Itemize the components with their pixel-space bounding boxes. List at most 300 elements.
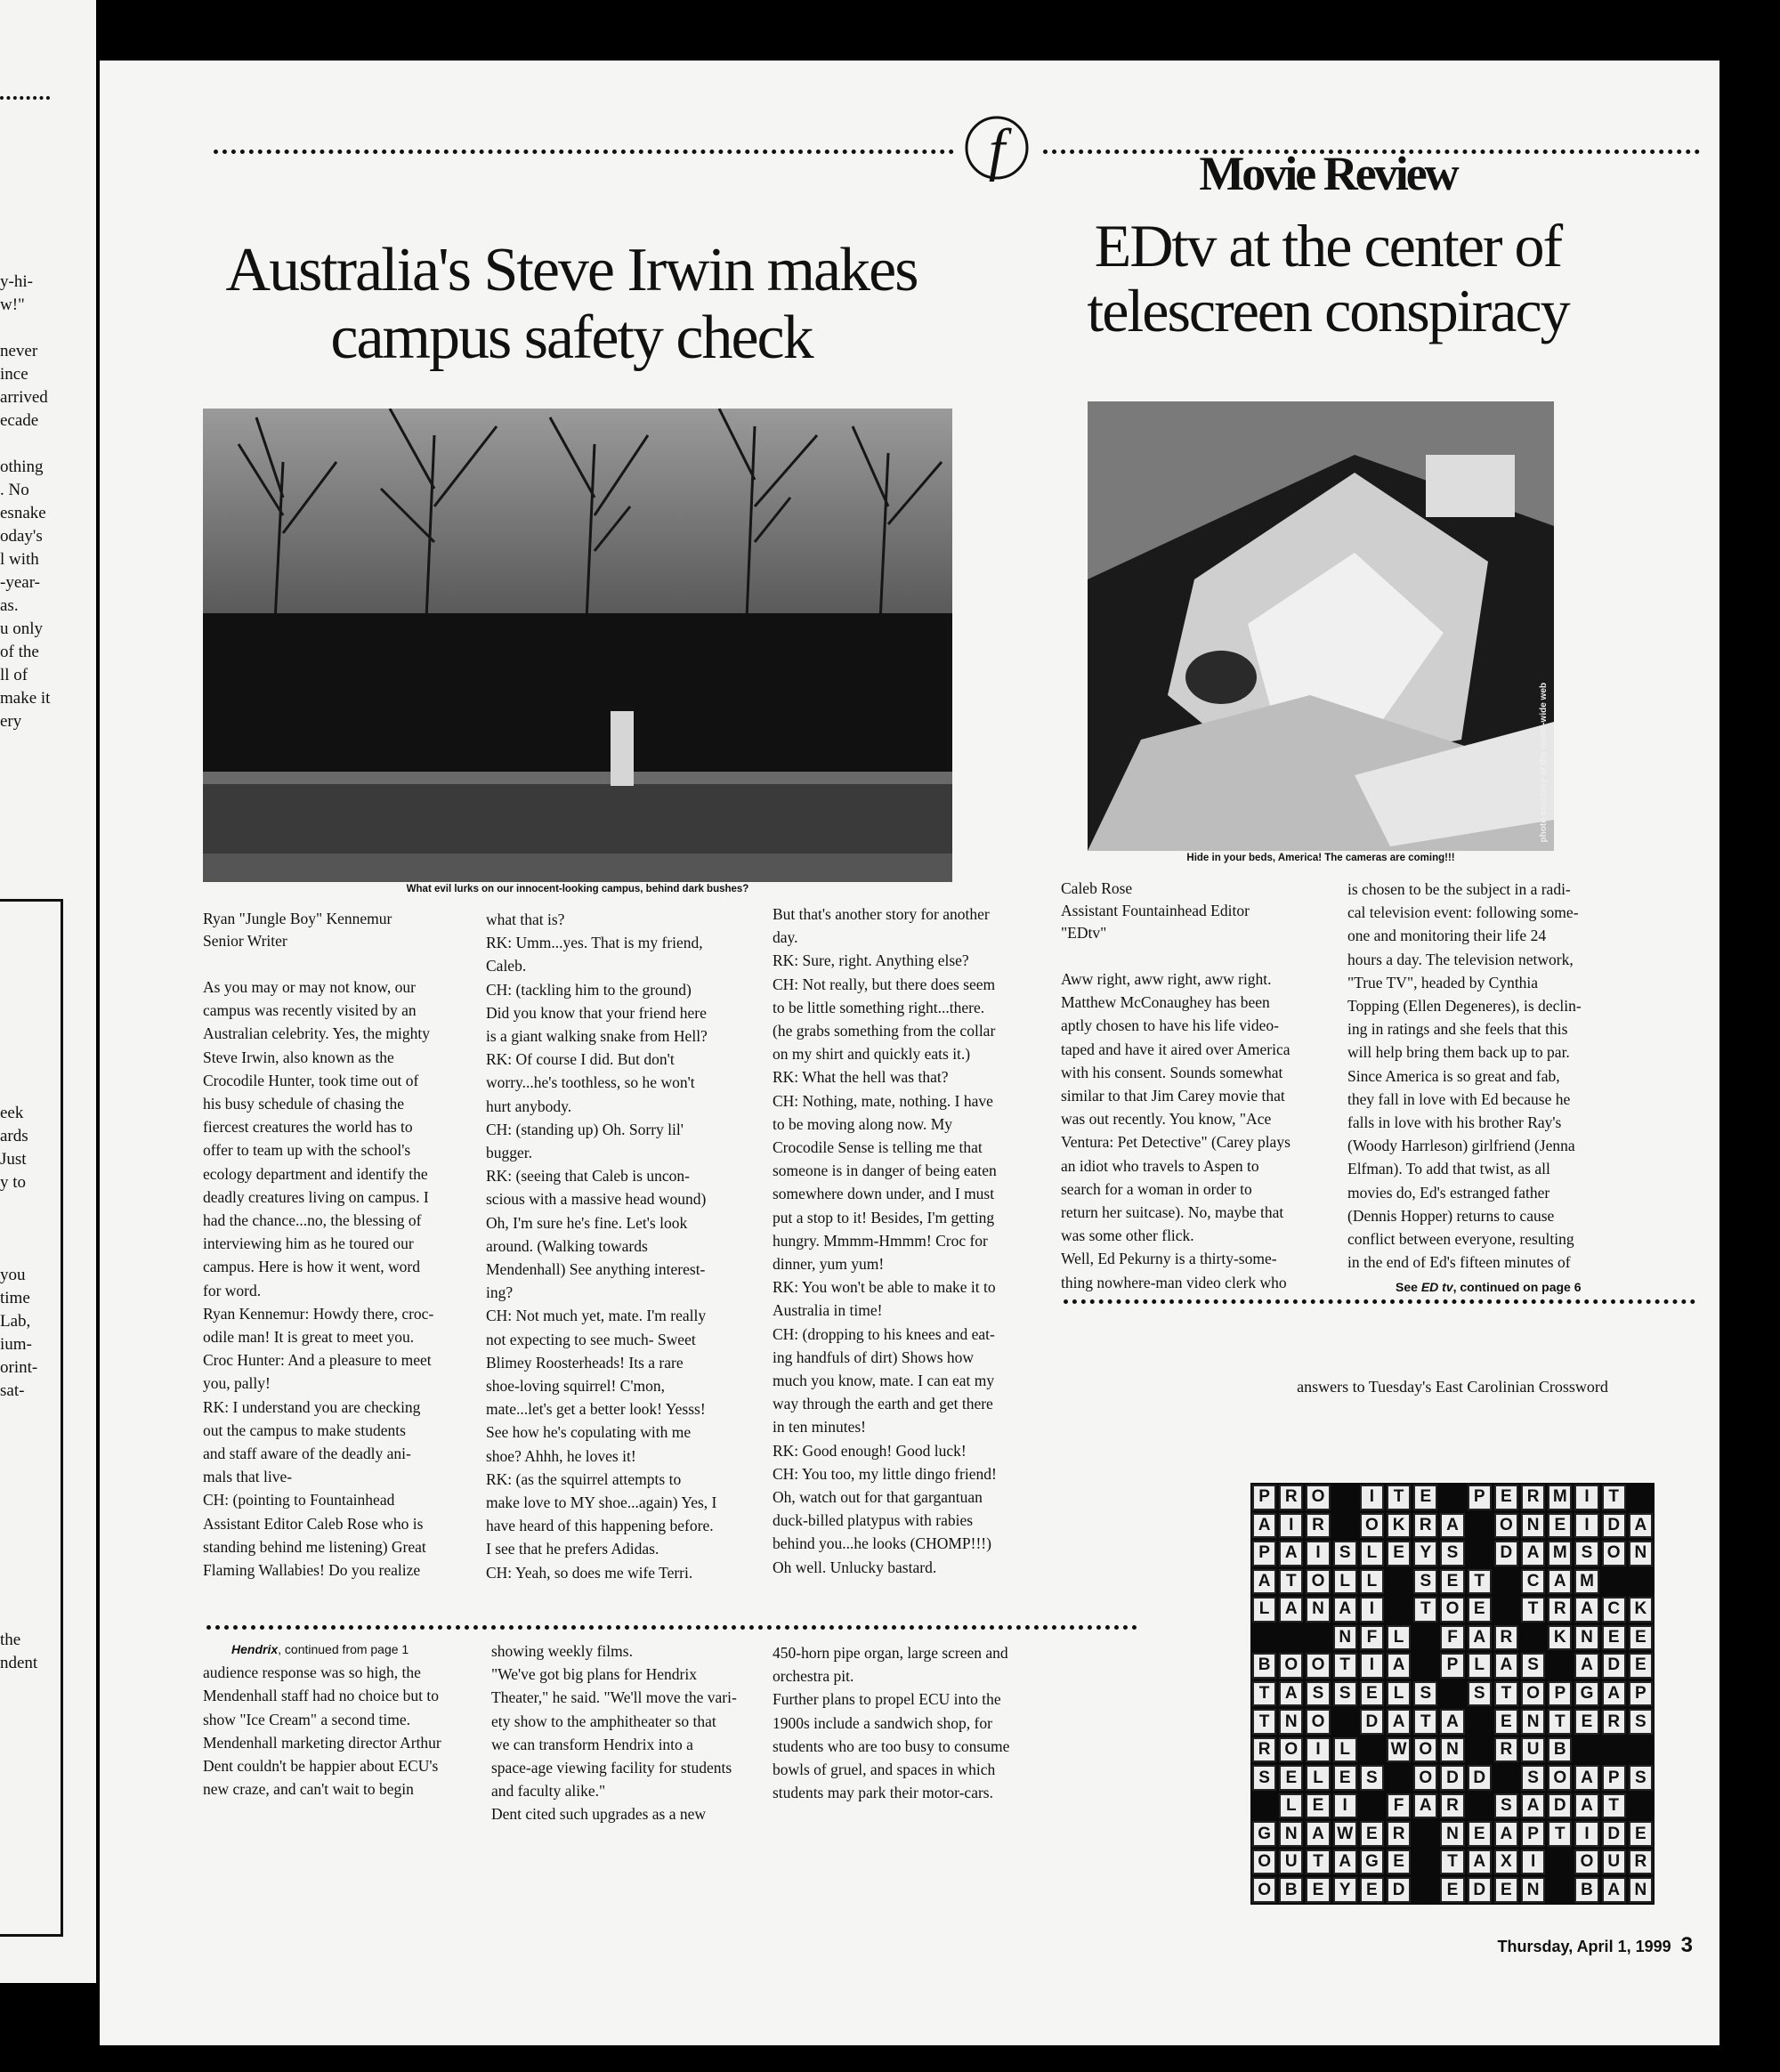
crossword-block: [1387, 1765, 1411, 1791]
crossword-letter: T: [1279, 1569, 1303, 1595]
edtv-photo-caption: Hide in your beds, America! The cameras are coming!!!: [1186, 853, 1455, 863]
crossword-letter: I: [1360, 1653, 1384, 1679]
hendrix-col-3: [773, 1641, 1057, 1804]
prev-text-fragment: othing: [0, 457, 44, 476]
steve-headline-line1: Australia's Steve Irwin makes: [225, 236, 918, 304]
steve-text-line: RK: (seeing that Caleb is uncon-: [486, 1167, 690, 1186]
steve-text-line: Caleb.: [486, 957, 527, 975]
edtv-headline-line1: EDtv at the center of: [1094, 212, 1562, 279]
edtv-text-line: was out recently. You know, "Ace: [1061, 1110, 1272, 1129]
steve-text-line: had the chance...no, the blessing of: [203, 1211, 422, 1230]
crossword-letter: B: [1252, 1653, 1276, 1679]
crossword-letter: N: [1521, 1513, 1545, 1539]
crossword-letter: E: [1413, 1485, 1437, 1510]
prev-text-fragments: [0, 271, 50, 733]
steve-col-1-body: [203, 975, 483, 1582]
crossword-block: [1252, 1625, 1276, 1651]
crossword-letter: B: [1574, 1877, 1598, 1903]
crossword-letter: O: [1306, 1709, 1330, 1735]
steve-col-1: [203, 908, 483, 1582]
crossword-block: [1629, 1793, 1653, 1819]
crossword-block: [1602, 1737, 1626, 1763]
crossword-block: [1494, 1569, 1518, 1595]
prev-text-fragment: ndent: [0, 1654, 38, 1672]
crossword-block: [1548, 1653, 1572, 1679]
crossword-letter: A: [1521, 1793, 1545, 1819]
crossword-letter: A: [1468, 1625, 1492, 1651]
footer-page-number: 3: [1680, 1933, 1693, 1957]
steve-text-line: Oh well. Unlucky bastard.: [773, 1558, 937, 1576]
crossword-letter: O: [1574, 1849, 1598, 1875]
crossword-block: [1468, 1541, 1492, 1566]
movie-review-kicker: Movie Review: [1199, 147, 1457, 200]
hendrix-text-line: we can transform Hendrix into a: [491, 1735, 693, 1753]
edtv-text-line: taped and have it aired over America: [1061, 1040, 1290, 1058]
crossword-block: [1333, 1485, 1357, 1510]
crossword-letter: P: [1602, 1765, 1626, 1791]
crossword-block: [1468, 1737, 1492, 1763]
edtv-headline: [1079, 214, 1577, 344]
crossword-letter: D: [1602, 1653, 1626, 1679]
prev-text-fragment: l with: [0, 550, 39, 569]
prev-text-fragment: ince: [0, 365, 28, 384]
steve-text-line: Crocodile Sense is telling me that: [773, 1138, 983, 1157]
steve-text-line: to be moving along now. My: [773, 1114, 953, 1133]
prev-text-fragment: w!": [0, 295, 25, 314]
crossword-letter: R: [1629, 1849, 1653, 1875]
crossword-letter: E: [1360, 1821, 1384, 1847]
crossword-letter: T: [1252, 1709, 1276, 1735]
crossword-letter: S: [1333, 1541, 1357, 1566]
steve-text-line: Australian celebrity. Yes, the mighty: [203, 1024, 431, 1043]
edtv-text-line: (Dennis Hopper) returns to cause: [1347, 1206, 1555, 1225]
crossword-letter: A: [1279, 1541, 1303, 1566]
crossword-letter: A: [1333, 1597, 1357, 1623]
prev-text-fragment: time: [0, 1289, 30, 1307]
steve-text-line: But that's another story for another: [773, 905, 990, 923]
crossword-letter: P: [1521, 1821, 1545, 1847]
prev-text-fragment: -year-: [0, 573, 40, 592]
steve-text-line: to be little something right...there.: [773, 998, 985, 1016]
crossword-letter: O: [1413, 1737, 1437, 1763]
crossword-block: [1468, 1793, 1492, 1819]
crossword-letter: A: [1602, 1681, 1626, 1707]
edtv-photo-image: [1088, 401, 1554, 851]
crossword-letter: S: [1629, 1709, 1653, 1735]
steve-text-line: CH: (pointing to Fountainhead: [203, 1491, 395, 1509]
hendrix-text-line: and faculty alike.": [491, 1782, 606, 1801]
steve-text-line: scious with a massive head wound): [486, 1190, 707, 1209]
crossword-letter: O: [1306, 1485, 1330, 1510]
steve-text-line: RK: (as the squirrel attempts to: [486, 1469, 682, 1488]
crossword-letter: L: [1387, 1625, 1411, 1651]
hendrix-text-line: ety show to the amphitheater so that: [491, 1712, 716, 1730]
steve-text-line: somewhere down under, and I must: [773, 1185, 995, 1203]
crossword-block: [1306, 1625, 1330, 1651]
edtv-text-line: one and monitoring their life 24: [1347, 927, 1547, 945]
campus-photo-caption: What evil lurks on our innocent-looking campus, behind dark bushes?: [406, 884, 749, 894]
crossword-letter: F: [1360, 1625, 1384, 1651]
steve-text-line: Steve Irwin, also known as the: [203, 1048, 394, 1066]
crossword-letter: R: [1602, 1709, 1626, 1735]
crossword-block: [1413, 1821, 1437, 1847]
steve-text-line: odile man! It is great to meet you.: [203, 1328, 415, 1347]
crossword-letter: I: [1360, 1485, 1384, 1510]
crossword-letter: A: [1629, 1513, 1653, 1539]
crossword-letter: L: [1279, 1793, 1303, 1819]
crossword-letter: P: [1252, 1541, 1276, 1566]
crossword-letter: F: [1387, 1793, 1411, 1819]
edtv-text-line: Ventura: Pet Detective" (Carey plays: [1061, 1133, 1290, 1152]
crossword-letter: A: [1306, 1821, 1330, 1847]
edtv-text-line: in the end of Ed's fifteen minutes of: [1347, 1253, 1571, 1272]
steve-text-line: interviewing him as he toured our: [203, 1234, 414, 1253]
hendrix-text-line: new craze, and can't wait to begin: [203, 1780, 414, 1799]
steve-text-line: RK: Umm...yes. That is my friend,: [486, 934, 703, 952]
crossword-letter: E: [1548, 1513, 1572, 1539]
steve-text-line: deadly creatures living on campus. I: [203, 1187, 429, 1206]
crossword-letter: S: [1333, 1681, 1357, 1707]
steve-text-line: way through the earth and get there: [773, 1395, 993, 1413]
steve-text-line: Australia in time!: [773, 1301, 883, 1320]
edtv-text-line: aptly chosen to have his life video-: [1061, 1016, 1279, 1035]
hendrix-text-line: 1900s include a sandwich shop, for: [773, 1713, 992, 1732]
crossword-block: [1333, 1513, 1357, 1539]
steve-text-line: I see that he prefers Adidas.: [486, 1540, 659, 1558]
crossword-title: answers to Tuesday's East Carolinian Crossword: [1297, 1378, 1608, 1396]
hendrix-jump-name: Hendrix: [231, 1642, 279, 1656]
crossword-letter: A: [1521, 1541, 1545, 1566]
steve-text-line: in ten minutes!: [773, 1418, 866, 1437]
crossword-letter: N: [1333, 1625, 1357, 1651]
crossword-letter: C: [1602, 1597, 1626, 1623]
crossword-letter: R: [1494, 1737, 1518, 1763]
steve-text-line: CH: Yeah, so does me wife Terri.: [486, 1563, 693, 1582]
prev-text-fragment: make it: [0, 689, 51, 708]
steve-text-line: make love to MY shoe...again) Yes, I: [486, 1493, 717, 1512]
hendrix-jump-rest: , continued from page 1: [278, 1642, 409, 1656]
crossword-letter: S: [1413, 1681, 1437, 1707]
crossword-letter: E: [1629, 1625, 1653, 1651]
hendrix-col-1-body: [203, 1661, 488, 1801]
steve-text-line: Oh, I'm sure he's fine. Let's look: [486, 1213, 688, 1232]
steve-text-line: RK: What the hell was that?: [773, 1068, 949, 1087]
crossword-letter: I: [1306, 1541, 1330, 1566]
edtv-text-line: thing nowhere-man video clerk who: [1061, 1273, 1287, 1291]
steve-text-line: Croc Hunter: And a pleasure to meet: [203, 1351, 432, 1370]
crossword-letter: M: [1548, 1485, 1572, 1510]
crossword-letter: E: [1440, 1569, 1464, 1595]
crossword-block: [1413, 1849, 1437, 1875]
crossword-letter: A: [1548, 1569, 1572, 1595]
edtv-text-line: hours a day. The television network,: [1347, 950, 1574, 968]
steve-text-line: RK: You won't be able to make it to: [773, 1278, 996, 1297]
crossword-letter: O: [1494, 1513, 1518, 1539]
steve-text-line: around. (Walking towards: [486, 1236, 648, 1255]
crossword-letter: T: [1468, 1569, 1492, 1595]
crossword-block: [1548, 1877, 1572, 1903]
crossword-letter: T: [1306, 1849, 1330, 1875]
crossword-letter: S: [1468, 1681, 1492, 1707]
steve-text-line: much you know, mate. I can eat my: [773, 1372, 995, 1390]
crossword-letter: S: [1306, 1681, 1330, 1707]
crossword-letter: D: [1440, 1765, 1464, 1791]
steve-text-line: (he grabs something from the collar: [773, 1022, 996, 1040]
edtv-text-line: search for a woman in order to: [1061, 1179, 1252, 1198]
footer-folio: [1408, 1933, 1693, 1958]
crossword-letter: O: [1521, 1681, 1545, 1707]
prev-text-fragment: ll of: [0, 666, 28, 684]
crossword-letter: A: [1387, 1653, 1411, 1679]
crossword-letter: D: [1548, 1793, 1572, 1819]
crossword-letter: R: [1413, 1513, 1437, 1539]
crossword-block: [1360, 1793, 1384, 1819]
crossword-letter: N: [1279, 1821, 1303, 1847]
crossword-letter: B: [1548, 1737, 1572, 1763]
prev-text-fragment: orint-: [0, 1358, 38, 1377]
crossword-letter: M: [1574, 1569, 1598, 1595]
crossword-letter: P: [1629, 1681, 1653, 1707]
prev-text-fragment: as.: [0, 596, 19, 615]
hendrix-rule: [206, 1625, 1137, 1630]
prev-text-fragment: u only: [0, 619, 44, 638]
steve-text-line: Crocodile Hunter, took time out of: [203, 1071, 419, 1089]
prev-text-fragment: never: [0, 342, 38, 360]
steve-text-line: someone is in danger of being eaten: [773, 1161, 997, 1180]
crossword-letter: S: [1252, 1765, 1276, 1791]
hendrix-text-line: 450-horn pipe organ, large screen and: [773, 1644, 1008, 1662]
crossword-letter: A: [1602, 1877, 1626, 1903]
crossword-block: [1333, 1709, 1357, 1735]
crossword-letter: D: [1360, 1709, 1384, 1735]
crossword-letter: R: [1387, 1821, 1411, 1847]
crossword-letter: S: [1629, 1765, 1653, 1791]
crossword-letter: O: [1279, 1737, 1303, 1763]
edtv-author: Caleb Rose: [1061, 879, 1133, 897]
steve-text-line: ing?: [486, 1283, 514, 1302]
crossword-letter: A: [1494, 1821, 1518, 1847]
crossword-letter: E: [1602, 1625, 1626, 1651]
prev-text-fragment: . No: [0, 481, 29, 499]
steve-text-line: on my shirt and quickly eats it.): [773, 1045, 971, 1064]
crossword-letter: A: [1494, 1653, 1518, 1679]
crossword-letter: A: [1574, 1653, 1598, 1679]
crossword-letter: S: [1574, 1541, 1598, 1566]
steve-text-line: his busy schedule of chasing the: [203, 1095, 404, 1113]
crossword-letter: P: [1548, 1681, 1572, 1707]
hendrix-text-line: "We've got big plans for Hendrix: [491, 1665, 697, 1684]
edtv-text-line: Well, Ed Pekurny is a thirty-some-: [1061, 1250, 1277, 1268]
crossword-letter: E: [1494, 1485, 1518, 1510]
crossword-block: [1494, 1597, 1518, 1623]
steve-text-line: behind you...he looks (CHOMP!!!): [773, 1534, 991, 1553]
svg-text:f: f: [988, 117, 1006, 182]
prev-text-fragment: sat-: [0, 1381, 25, 1400]
steve-text-line: hungry. Mmmm-Hmmm! Croc for: [773, 1231, 988, 1250]
crossword-letter: N: [1306, 1597, 1330, 1623]
crossword-letter: G: [1252, 1821, 1276, 1847]
edtv-text-line: Matthew McConaughey has been: [1061, 993, 1270, 1012]
crossword-letter: A: [1440, 1513, 1464, 1539]
crossword-letter: L: [1387, 1681, 1411, 1707]
prev-dotted-rule: [0, 96, 50, 100]
steve-text-line: day.: [773, 928, 798, 947]
edtv-col-1-body: [1061, 967, 1328, 1294]
prev-text-fragment: oday's: [0, 527, 43, 546]
steve-text-line: RK: Of course I did. But don't: [486, 1050, 675, 1069]
crossword-letter: T: [1602, 1793, 1626, 1819]
hendrix-col-1: [203, 1638, 488, 1801]
crossword-letter: R: [1494, 1625, 1518, 1651]
crossword-letter: L: [1360, 1569, 1384, 1595]
crossword-letter: T: [1440, 1849, 1464, 1875]
hendrix-text-line: Theater," he said. "We'll move the vari-: [491, 1688, 737, 1707]
crossword-letter: T: [1548, 1821, 1572, 1847]
edtv-text-line: Elfman). To add that twist, as all: [1347, 1160, 1550, 1178]
campus-photo-image: [203, 409, 952, 882]
top-rule-left: [214, 150, 954, 154]
steve-text-line: offer to team up with the school's: [203, 1141, 411, 1160]
edtv-text-line: falls in love with his brother Ray's: [1347, 1113, 1562, 1132]
edtv-text-line: ing in ratings and she feels that this: [1347, 1020, 1568, 1039]
steve-text-line: ing handfuls of dirt) Shows how: [773, 1348, 975, 1366]
edtv-text-line: Aww right, aww right, aww right.: [1061, 970, 1272, 988]
crossword-letter: A: [1252, 1513, 1276, 1539]
crossword-letter: O: [1252, 1849, 1276, 1875]
crossword-letter: N: [1521, 1877, 1545, 1903]
crossword-letter: S: [1413, 1569, 1437, 1595]
edtv-photo-credit: photo courtesy of the world-wide web: [1539, 682, 1549, 842]
steve-text-line: Oh, watch out for that gargantuan: [773, 1488, 983, 1507]
crossword-letter: X: [1494, 1849, 1518, 1875]
edtv-text-line: similar to that Jim Carey movie that: [1061, 1087, 1285, 1105]
crossword-letter: C: [1521, 1569, 1545, 1595]
prev-text-fragment: ery: [0, 712, 22, 731]
steve-author-role: Senior Writer: [203, 932, 287, 950]
steve-text-line: Blimey Roosterheads! Its a rare: [486, 1353, 684, 1372]
edtv-photo: [1088, 401, 1554, 851]
newspaper-page: [100, 61, 1719, 2045]
steve-text-line: bugger.: [486, 1144, 533, 1162]
edtv-jump-see: See: [1396, 1280, 1421, 1295]
steve-text-line: See how he's copulating with me: [486, 1423, 692, 1442]
crossword-letter: E: [1279, 1765, 1303, 1791]
crossword-letter: A: [1279, 1681, 1303, 1707]
prev-page-box: [0, 899, 63, 1937]
steve-text-line: what that is?: [486, 911, 565, 928]
crossword-letter: L: [1333, 1737, 1357, 1763]
crossword-letter: L: [1306, 1765, 1330, 1791]
crossword-block: [1440, 1485, 1464, 1510]
edtv-author-role: Assistant Fountainhead Editor: [1061, 902, 1250, 919]
footer-date: Thursday, April 1, 1999: [1497, 1938, 1671, 1955]
crossword-letter: E: [1494, 1877, 1518, 1903]
prev-text-fragment: ecade: [0, 411, 39, 430]
crossword-letter: F: [1440, 1625, 1464, 1651]
edtv-jump-name: ED tv: [1420, 1280, 1453, 1295]
crossword-letter: I: [1333, 1793, 1357, 1819]
crossword-letter: O: [1602, 1541, 1626, 1566]
crossword-block: [1602, 1569, 1626, 1595]
crossword-letter: R: [1252, 1737, 1276, 1763]
hendrix-text-line: orchestra pit.: [773, 1667, 854, 1686]
crossword-letter: E: [1574, 1709, 1598, 1735]
prev-text-fragment: Just: [0, 1150, 27, 1169]
crossword-block: [1279, 1625, 1303, 1651]
steve-text-line: for word.: [203, 1281, 262, 1299]
steve-headline-line2: campus safety check: [330, 303, 813, 372]
crossword-letter: D: [1494, 1541, 1518, 1566]
crossword-block: [1413, 1653, 1437, 1679]
crossword-letter: L: [1333, 1569, 1357, 1595]
prev-text-fragment: y-hi-: [0, 272, 33, 291]
edtv-text-line: an idiot who travels to Aspen to: [1061, 1156, 1259, 1175]
steve-text-line: campus. Here is how it went, word: [203, 1258, 420, 1276]
steve-text-line: Mendenhall) See anything interest-: [486, 1260, 706, 1279]
crossword-letter: A: [1387, 1709, 1411, 1735]
hendrix-text-line: bowls of gruel, and spaces in which: [773, 1760, 996, 1779]
crossword-letter: S: [1360, 1765, 1384, 1791]
edtv-text-line: Since America is so great and fab,: [1347, 1066, 1560, 1085]
prev-text-fragment: eek: [0, 1104, 24, 1122]
crossword-letter: O: [1413, 1765, 1437, 1791]
prev-text-fragment: Lab,: [0, 1312, 31, 1331]
crossword-block: [1629, 1737, 1653, 1763]
crossword-letter: O: [1306, 1653, 1330, 1679]
steve-text-line: out the campus to make students: [203, 1420, 406, 1439]
crossword-letter: E: [1629, 1653, 1653, 1679]
crossword-letter: K: [1387, 1513, 1411, 1539]
crossword-letter: E: [1629, 1821, 1653, 1847]
steve-text-line: As you may or may not know, our: [203, 978, 416, 996]
steve-text-line: is a giant walking snake from Hell?: [486, 1027, 708, 1046]
steve-text-line: worry...he's toothless, so he won't: [486, 1073, 695, 1092]
crossword-letter: D: [1602, 1513, 1626, 1539]
prev-text-fragment: esnake: [0, 504, 46, 522]
crossword-block: [1413, 1877, 1437, 1903]
crossword-letter: N: [1629, 1877, 1653, 1903]
crossword-letter: A: [1574, 1597, 1598, 1623]
steve-headline: [215, 237, 927, 371]
steve-text-line: have heard of this happening before.: [486, 1517, 714, 1535]
crossword-letter: T: [1521, 1597, 1545, 1623]
crossword-block: [1468, 1709, 1492, 1735]
hendrix-text-line: Dent couldn't be happier about ECU's: [203, 1757, 439, 1776]
steve-text-line: Ryan Kennemur: Howdy there, croc-: [203, 1304, 434, 1323]
crossword-letter: I: [1574, 1485, 1598, 1510]
steve-text-line: mate...let's get a better look! Yesss!: [486, 1400, 706, 1419]
crossword-block: [1413, 1625, 1437, 1651]
crossword-letter: A: [1413, 1793, 1437, 1819]
steve-text-line: CH: (dropping to his knees and eat-: [773, 1324, 995, 1343]
steve-text-line: not expecting to see much- Sweet: [486, 1330, 696, 1348]
prev-text-fragment: ards: [0, 1127, 28, 1145]
crossword-block: [1252, 1793, 1276, 1819]
crossword-letter: E: [1494, 1709, 1518, 1735]
crossword-letter: L: [1360, 1541, 1384, 1566]
crossword-letter: E: [1306, 1793, 1330, 1819]
steve-text-line: CH: (standing up) Oh. Sorry lil': [486, 1120, 684, 1138]
crossword-letter: E: [1387, 1541, 1411, 1566]
prev-text-fragment: you: [0, 1266, 26, 1284]
crossword-letter: W: [1333, 1821, 1357, 1847]
crossword-letter: T: [1413, 1709, 1437, 1735]
crossword-letter: E: [1360, 1877, 1384, 1903]
steve-text-line: put a stop to it! Besides, I'm getting: [773, 1208, 995, 1226]
crossword-letter: R: [1521, 1485, 1545, 1510]
steve-text-line: duck-billed platypus with rabies: [773, 1511, 974, 1530]
crossword-letter: U: [1521, 1737, 1545, 1763]
